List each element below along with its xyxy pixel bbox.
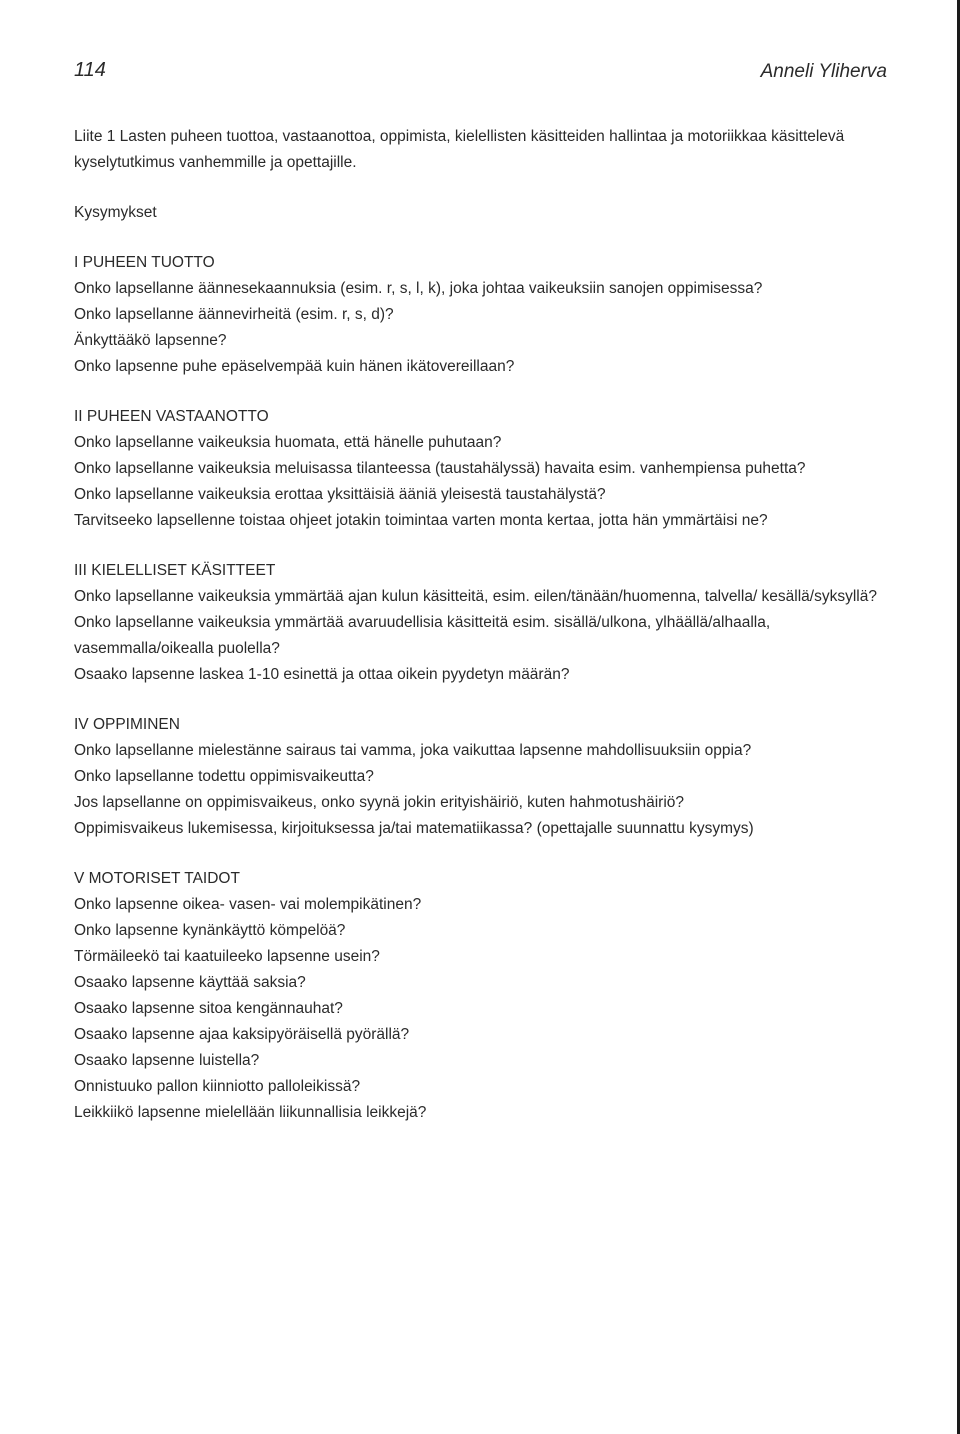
question: Onko lapsellanne todettu oppimisvaikeutta?: [74, 768, 374, 785]
question: Onko lapsellanne vaikeuksia ymmärtää avaruudellisia käsitteitä esim. sisällä/ulkona, ylhäällä/alhaalla, vasemmalla/oikealla puolella?: [74, 614, 771, 657]
question: Änkyttääkö lapsenne?: [74, 332, 227, 349]
question: Osaako lapsenne luistella?: [74, 1052, 260, 1069]
question: Jos lapsellanne on oppimisvaikeus, onko syynä jokin erityishäiriö, kuten hahmotushäiriö?: [74, 794, 685, 811]
question: Onko lapsellanne vaikeuksia huomata, että hänelle puhutaan?: [74, 434, 502, 451]
question: Tarvitseeko lapsellenne toistaa ohjeet jotakin toimintaa varten monta kertaa, jotta hän ymmärtäisi ne?: [74, 512, 768, 529]
appendix-intro: Liite 1 Lasten puheen tuottoa, vastaanottoa, oppimista, kielellisten käsitteiden hallintaa ja motoriikkaa käsittelevä kyselytutkimus vanhemmille ja opettajille.: [74, 128, 845, 171]
question: Onko lapsenne kynänkäyttö kömpelöä?: [74, 922, 346, 939]
question: Oppimisvaikeus lukemisessa, kirjoituksessa ja/tai matematiikassa? (opettajalle suunnattu kysymys): [74, 820, 754, 837]
section-speech-production: [74, 250, 894, 380]
question: Leikkiikö lapsenne mielellään liikunnallisia leikkejä?: [74, 1104, 427, 1121]
section-title: III KIELELLISET KÄSITTEET: [74, 562, 276, 579]
question: Osaako lapsenne sitoa kengännauhat?: [74, 1000, 343, 1017]
page-content: [74, 124, 894, 1126]
question: Onnistuuko pallon kiinniotto palloleikissä?: [74, 1078, 361, 1095]
running-head-author: Anneli Yliherva: [760, 61, 887, 82]
questions-subheading: Kysymykset: [74, 204, 157, 221]
section-title: IV OPPIMINEN: [74, 716, 180, 733]
question: Onko lapsenne oikea- vasen- vai molempikätinen?: [74, 896, 422, 913]
section-title: I PUHEEN TUOTTO: [74, 254, 215, 271]
question: Osaako lapsenne ajaa kaksipyöräisellä pyörällä?: [74, 1026, 410, 1043]
question: Onko lapsellanne mielestänne sairaus tai vamma, joka vaikuttaa lapsenne mahdollisuuksiin oppia?: [74, 742, 752, 759]
section-title: V MOTORISET TAIDOT: [74, 870, 240, 887]
question: Osaako lapsenne laskea 1-10 esinettä ja ottaa oikein pyydetyn määrän?: [74, 666, 570, 683]
section-learning: [74, 712, 894, 842]
question: Onko lapsellanne vaikeuksia erottaa yksittäisiä ääniä yleisestä taustahälystä?: [74, 486, 606, 503]
question: Onko lapsellanne vaikeuksia meluisassa tilanteessa (taustahälyssä) havaita esim. vanhempiensa puhetta?: [74, 460, 806, 477]
section-title: II PUHEEN VASTAANOTTO: [74, 408, 269, 425]
question: Onko lapsellanne äännesekaannuksia (esim. r, s, l, k), joka johtaa vaikeuksiin sanojen oppimisessa?: [74, 280, 763, 297]
question: Onko lapsellanne vaikeuksia ymmärtää ajan kulun käsitteitä, esim. eilen/tänään/huomenna, talvella/ kesällä/syksyllä?: [74, 588, 877, 605]
section-linguistic-concepts: [74, 558, 894, 688]
question: Onko lapsenne puhe epäselvempää kuin hänen ikätovereillaan?: [74, 358, 515, 375]
question: Törmäileekö tai kaatuileeko lapsenne usein?: [74, 948, 380, 965]
section-speech-reception: [74, 404, 894, 534]
section-motor-skills: [74, 866, 894, 1126]
question: Osaako lapsenne käyttää saksia?: [74, 974, 306, 991]
question: Onko lapsellanne äännevirheitä (esim. r, s, d)?: [74, 306, 394, 323]
page-number: 114: [74, 59, 106, 81]
